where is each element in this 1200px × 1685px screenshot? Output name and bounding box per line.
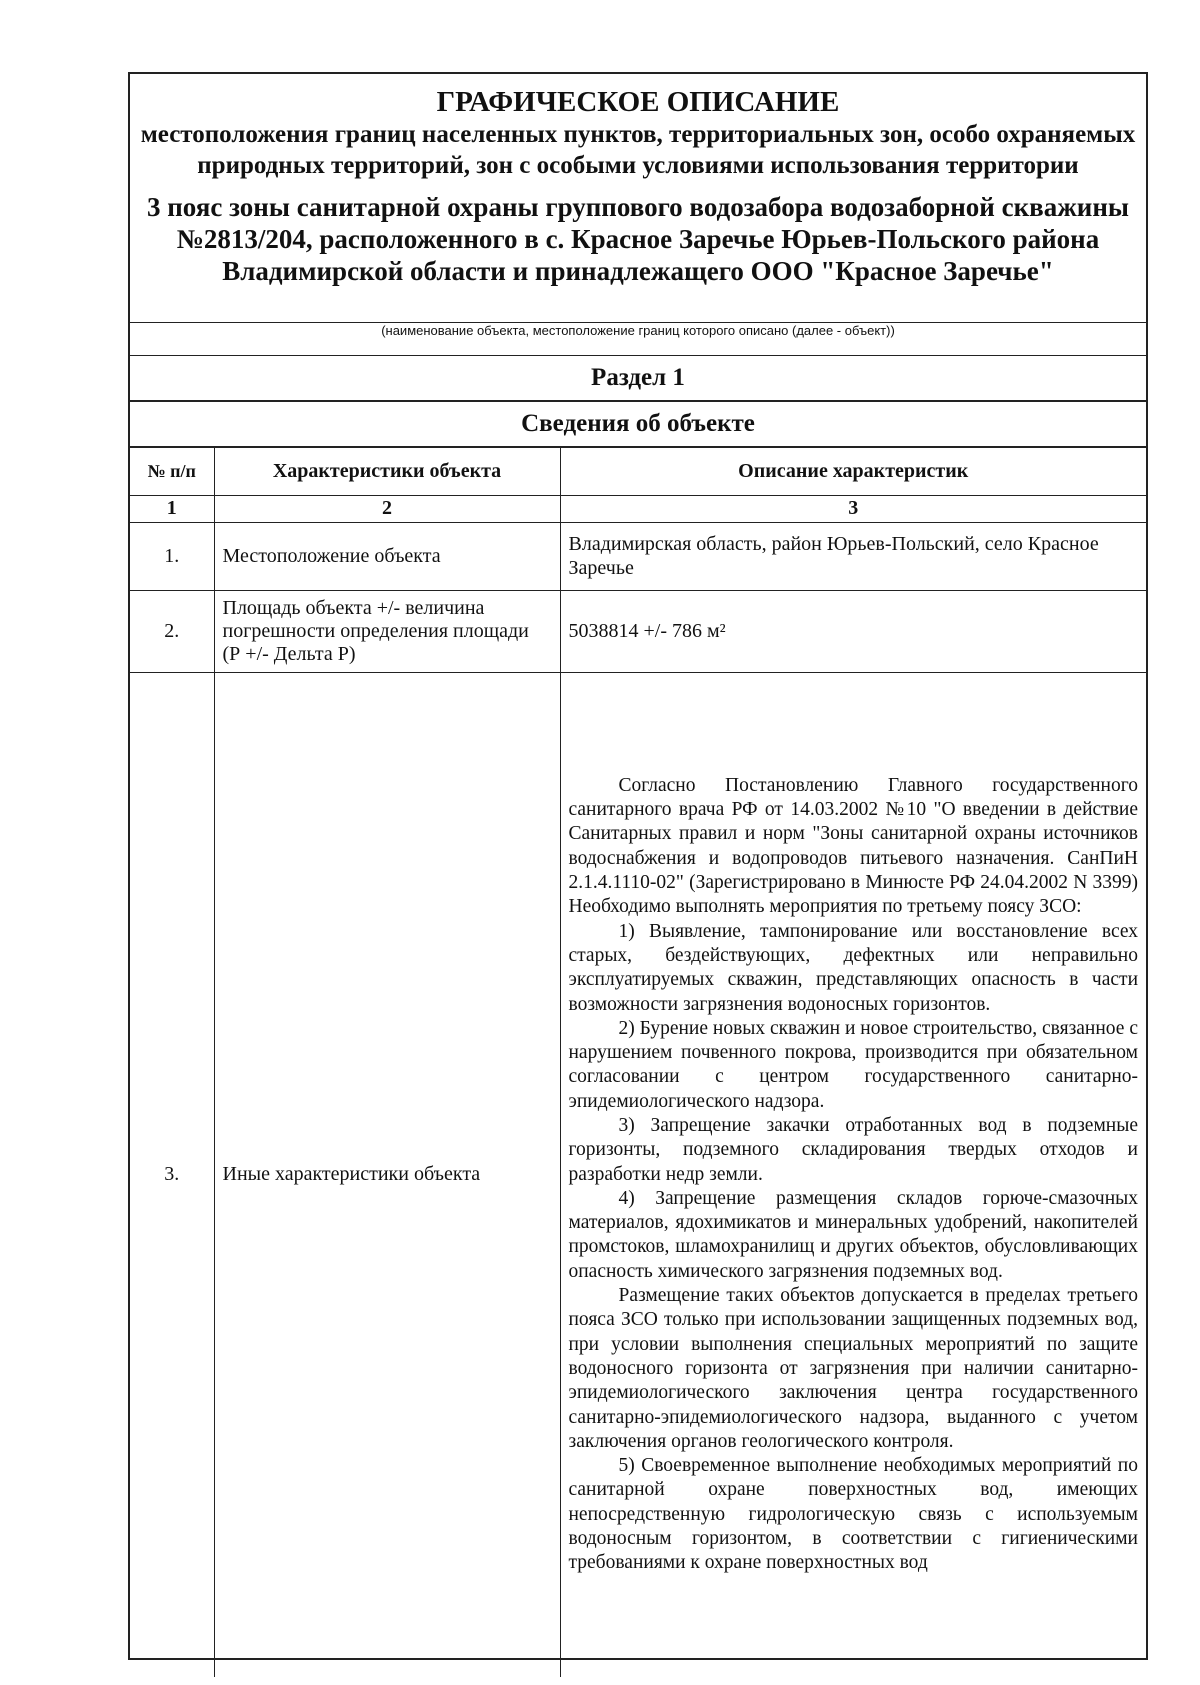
section-label-row <box>130 356 1146 402</box>
header-characteristic: Характеристики объекта <box>214 448 560 495</box>
row-description <box>560 672 1146 1677</box>
document-page <box>128 72 1148 1660</box>
description-paragraph: 5) Своевременное выполнение необходимых мероприятий по санитарной охране поверхностных вод, имеющих непосредственную гидрологическую связь с используемым водоносным горизонтом, в соответствии с гигиеническими требованиями к охране поверхностных вод <box>568 1455 1138 1574</box>
description-paragraph: 1) Выявление, тампонирование или восстановление всех старых, бездействующих, дефектных или неправильно эксплуатируемых скважин, представляющих опасность в части возможности загрязнения водоносных горизонтов. <box>568 920 1138 1015</box>
section-label: Раздел 1 <box>591 364 685 391</box>
column-number-row <box>130 495 1146 522</box>
table-row <box>130 522 1146 590</box>
section-title: Сведения об объекте <box>521 410 755 437</box>
object-caption: (наименование объекта, местоположение границ которого описано (далее - объект)) <box>381 323 895 338</box>
header-num: № п/п <box>130 448 214 495</box>
description-paragraph: Согласно Постановлению Главного государственного санитарного врача РФ от 14.03.2002 №10 "О введении в действие Санитарных правил и норм "Зоны санитарной охраны источников водоснабжения и водопроводов питьевого назначения. СанПиН 2.1.4.1110-02" (Зарегистрировано в Минюсте РФ 24.04.2002 N 3399) Необходимо выполнять мероприятия по третьему поясу ЗСО: <box>568 774 1138 918</box>
row-characteristic: Площадь объекта +/- величина погрешности определения площади (Р +/- Дельта Р) <box>214 590 560 672</box>
row-number: 1. <box>130 522 214 590</box>
row-description: 5038814 +/- 786 м² <box>560 590 1146 672</box>
row-description: Владимирская область, район Юрьев-Польский, село Красное Заречье <box>560 522 1146 590</box>
document-title: ГРАФИЧЕСКОЕ ОПИСАНИЕ <box>436 86 840 118</box>
column-number: 3 <box>560 495 1146 522</box>
document-subtitle: местоположения границ населенных пунктов, территориальных зон, особо охраняемых природных территорий, зон с особыми условиями использования территории <box>140 121 1136 179</box>
row-number: 3. <box>130 672 214 1677</box>
object-info-table <box>130 448 1146 1677</box>
table-header-row <box>130 448 1146 495</box>
column-number: 2 <box>214 495 560 522</box>
row-characteristic: Местоположение объекта <box>214 522 560 590</box>
column-number: 1 <box>130 495 214 522</box>
object-name: 3 пояс зоны санитарной охраны группового водозабора водозаборной скважины №2813/204, расположенного в с. Красное Заречье Юрьев-Польского района Владимирской области и принадлежащего ООО "Красное Заречье" <box>146 192 1130 286</box>
section-title-row <box>130 402 1146 448</box>
description-paragraph: 3) Запрещение закачки отработанных вод в подземные горизонты, подземного складирования твердых отходов и разработки недр земли. <box>568 1115 1138 1185</box>
description-paragraph: 4) Запрещение размещения складов горюче-смазочных материалов, ядохимикатов и минеральных удобрений, накопителей промстоков, шламохранилищ и других объектов, обусловливающих опасность химического загрязнения подземных вод. <box>568 1187 1138 1282</box>
table-row <box>130 672 1146 1677</box>
document-header <box>130 74 1146 319</box>
description-paragraph: 2) Бурение новых скважин и новое строительство, связанное с нарушением почвенного покрова, производится при обязательном согласовании с центром государственного санитарно-эпидемиологического надзора. <box>568 1017 1138 1112</box>
object-caption-row <box>130 322 1146 356</box>
row-number: 2. <box>130 590 214 672</box>
header-description: Описание характеристик <box>560 448 1146 495</box>
row-characteristic: Иные характеристики объекта <box>214 672 560 1677</box>
description-paragraph: Размещение таких объектов допускается в пределах третьего пояса ЗСО только при использовании защищенных подземных вод, при условии выполнения специальных мероприятий по защите водоносного горизонта от загрязнения при наличии санитарно-эпидемиологического заключения центра государственного санитарно-эпидемиологического надзора, выданного с учетом заключения органов геологического контроля. <box>568 1285 1138 1452</box>
table-row <box>130 590 1146 672</box>
